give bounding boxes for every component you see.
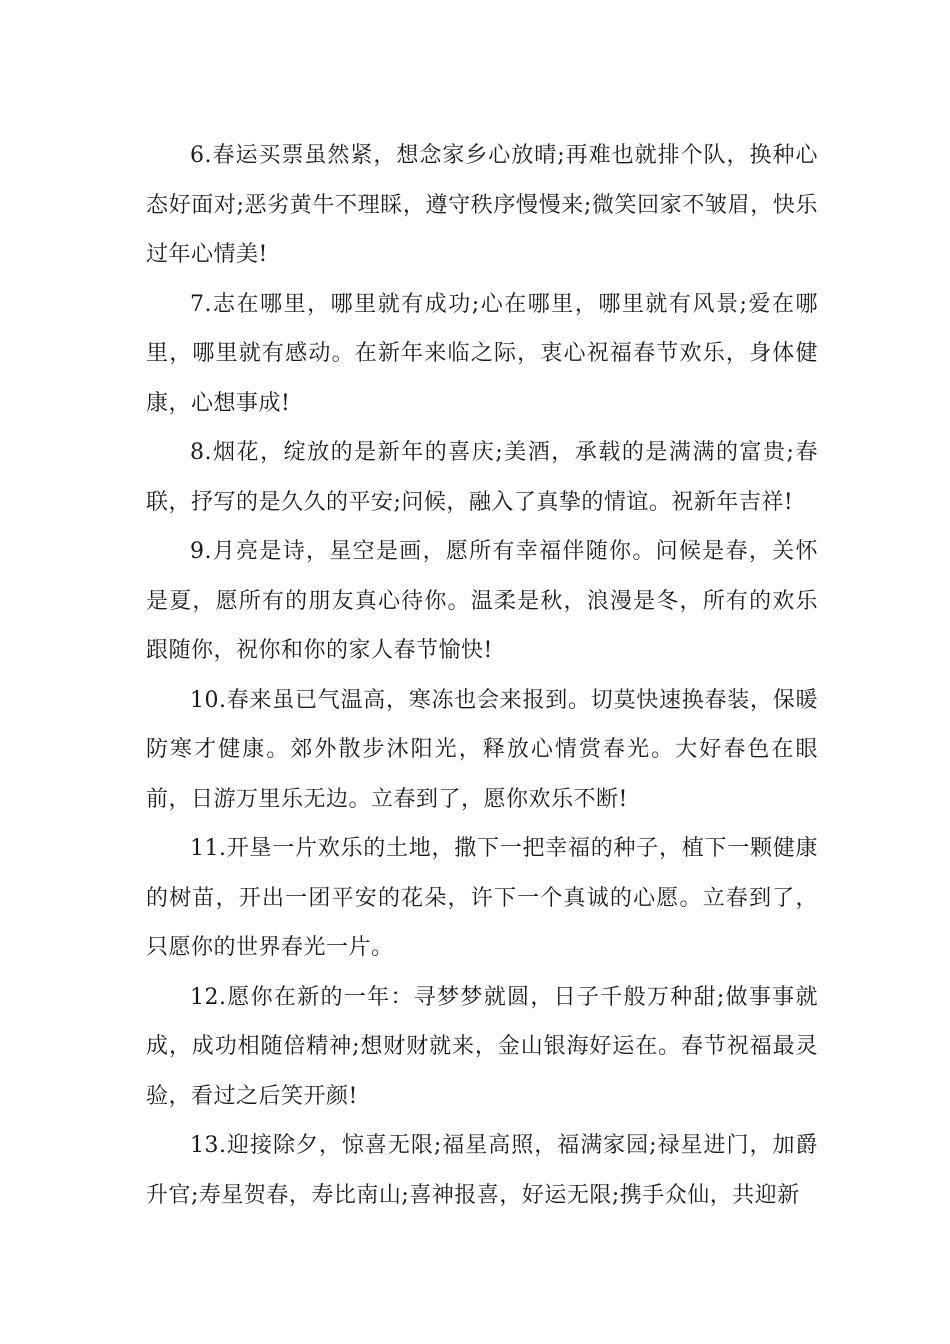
paragraph-9: 9.月亮是诗，星空是画，愿所有幸福伴随你。问候是春，关怀是夏，愿所有的朋友真心待你。温柔是秋，浪漫是冬，所有的欢乐跟随你，祝你和你的家人春节愉快! <box>146 539 818 663</box>
paragraph-11: 11.开垦一片欢乐的土地，撒下一把幸福的种子，植下一颗健康的树苗，开出一团平安的花朵，许下一个真诚的心愿。立春到了，只愿你的世界春光一片。 <box>146 836 818 960</box>
paragraph-6: 6.春运买票虽然紧，想念家乡心放晴;再难也就排个队，换种心态好面对;恶劣黄牛不理睬，遵守秩序慢慢来;微笑回家不皱眉，快乐过年心情美! <box>146 143 818 267</box>
paragraph-12: 12.愿你在新的一年：寻梦梦就圆，日子千般万种甜;做事事就成，成功相随倍精神;想财财就来，金山银海好运在。春节祝福最灵验，看过之后笑开颜! <box>146 984 818 1109</box>
document-body <box>146 131 818 1220</box>
paragraph-8: 8.烟花，绽放的是新年的喜庆;美酒，承载的是满满的富贵;春联，抒写的是久久的平安;问候，融入了真挚的情谊。祝新年吉祥! <box>146 440 818 515</box>
paragraph-13: 13.迎接除夕，惊喜无限;福星高照，福满家园;禄星进门，加爵升官;寿星贺春，寿比南山;喜神报喜，好运无限;携手众仙，共迎新 <box>146 1133 818 1208</box>
paragraph-10: 10.春来虽已气温高，寒冻也会来报到。切莫快速换春装，保暖防寒才健康。郊外散步沐阳光，释放心情赏春光。大好春色在眼前，日游万里乐无边。立春到了，愿你欢乐不断! <box>146 687 818 812</box>
paragraph-7: 7.志在哪里，哪里就有成功;心在哪里，哪里就有风景;爱在哪里，哪里就有感动。在新年来临之际，衷心祝福春节欢乐，身体健康，心想事成! <box>146 291 818 416</box>
